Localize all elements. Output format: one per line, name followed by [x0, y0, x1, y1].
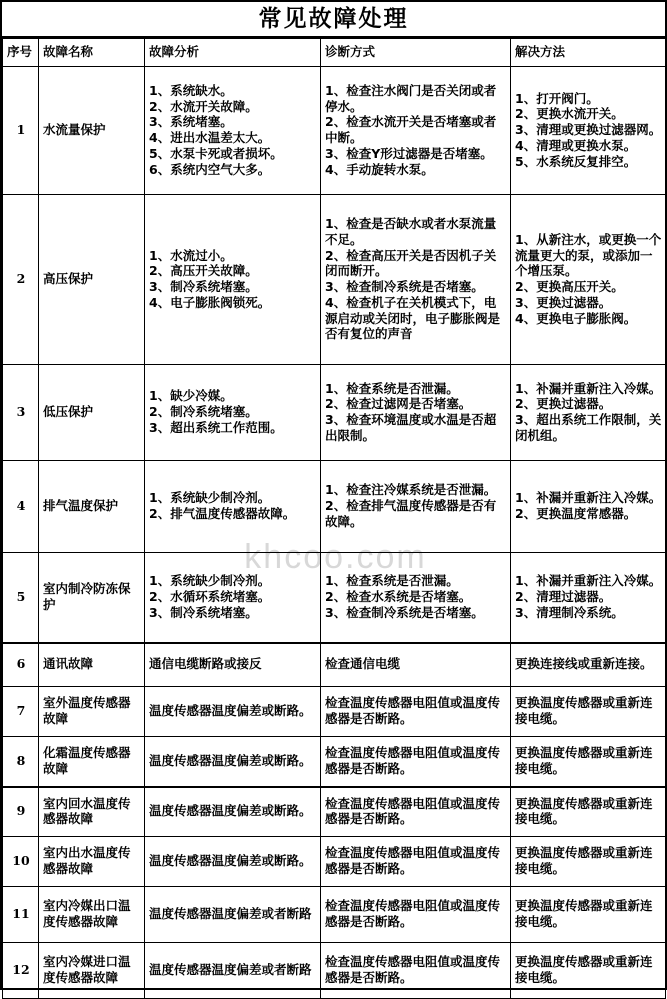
cell-diagnosis-method: 1、检查注冷媒系统是否泄漏。 2、检查排气温度传感器是否有故障。 [321, 461, 511, 553]
cell-solution-method: 1、补漏并重新注入冷媒。 2、清理过滤器。 3、清理制冷系统。 [511, 553, 666, 643]
cell-diagnosis-method: 检查温度传感器电阻值或温度传感器是否断路。 [321, 837, 511, 887]
cell-solution-method: 更换温度传感器或重新连接电缆。 [511, 943, 666, 999]
column-header-name: 故障名称 [39, 39, 145, 67]
cell-diagnosis-method: 检查温度传感器电阻值或温度传感器是否断路。 [321, 687, 511, 737]
table-row [3, 787, 666, 837]
cell-fault-name: 通讯故障 [39, 643, 145, 687]
cell-solution-method: 更换温度传感器或重新连接电缆。 [511, 687, 666, 737]
cell-fault-name: 室内出水温度传感器故障 [39, 837, 145, 887]
cell-solution-method: 更换温度传感器或重新连接电缆。 [511, 787, 666, 837]
table-row [3, 643, 666, 687]
cell-index: 1 [3, 67, 39, 195]
table-row [3, 887, 666, 943]
cell-fault-analysis: 温度传感器温度偏差或者断路 [145, 943, 321, 999]
table-row [3, 67, 666, 195]
cell-diagnosis-method: 检查温度传感器电阻值或温度传感器是否断路。 [321, 887, 511, 943]
cell-index: 5 [3, 553, 39, 643]
cell-diagnosis-method: 1、检查系统是否泄漏。 2、检查过滤网是否堵塞。 3、检查环境温度或水温是否超出限制。 [321, 365, 511, 461]
cell-index: 3 [3, 365, 39, 461]
cell-fault-analysis: 1、缺少冷媒。 2、制冷系统堵塞。 3、超出系统工作范围。 [145, 365, 321, 461]
table-header [3, 39, 666, 67]
cell-fault-analysis: 1、系统缺水。 2、水流开关故障。 3、系统堵塞。 4、进出水温差太大。 5、水泵卡死或者损坏。 6、系统内空气大多。 [145, 67, 321, 195]
cell-fault-analysis: 温度传感器温度偏差或断路。 [145, 737, 321, 787]
table-row [3, 553, 666, 643]
table-row [3, 195, 666, 365]
column-header-analysis: 故障分析 [145, 39, 321, 67]
cell-fault-analysis: 1、水流过小。 2、高压开关故障。 3、制冷系统堵塞。 4、电子膨胀阀锁死。 [145, 195, 321, 365]
cell-index: 10 [3, 837, 39, 887]
cell-diagnosis-method: 检查温度传感器电阻值或温度传感器是否断路。 [321, 943, 511, 999]
cell-diagnosis-method: 检查通信电缆 [321, 643, 511, 687]
cell-fault-analysis: 温度传感器温度偏差或断路。 [145, 687, 321, 737]
table-header-row [3, 39, 666, 67]
cell-index: 11 [3, 887, 39, 943]
cell-diagnosis-method: 检查温度传感器电阻值或温度传感器是否断路。 [321, 787, 511, 837]
table-row [3, 943, 666, 999]
cell-fault-name: 水流量保护 [39, 67, 145, 195]
table-body [3, 67, 666, 999]
cell-fault-analysis: 1、系统缺少制冷剂。 2、水循环系统堵塞。 3、制冷系统堵塞。 [145, 553, 321, 643]
cell-solution-method: 更换温度传感器或重新连接电缆。 [511, 887, 666, 943]
cell-solution-method: 1、从新注水，或更换一个流量更大的泵，或添加一个增压泵。 2、更换高压开关。 3、更换过滤器。 4、更换电子膨胀阀。 [511, 195, 666, 365]
cell-index: 2 [3, 195, 39, 365]
cell-fault-analysis: 温度传感器温度偏差或断路。 [145, 837, 321, 887]
cell-index: 6 [3, 643, 39, 687]
table-row [3, 737, 666, 787]
document-title-bar [2, 2, 665, 38]
cell-fault-analysis: 温度传感器温度偏差或者断路 [145, 887, 321, 943]
cell-index: 12 [3, 943, 39, 999]
cell-fault-name: 室内回水温度传感器故障 [39, 787, 145, 837]
cell-fault-name: 室内冷媒进口温度传感器故障 [39, 943, 145, 999]
cell-fault-name: 室内制冷防冻保护 [39, 553, 145, 643]
cell-solution-method: 1、打开阀门。 2、更换水流开关。 3、清理或更换过滤器网。 4、清理或更换水泵。 5、水系统反复排空。 [511, 67, 666, 195]
cell-fault-analysis: 1、系统缺少制冷剂。 2、排气温度传感器故障。 [145, 461, 321, 553]
table-row [3, 687, 666, 737]
cell-index: 8 [3, 737, 39, 787]
cell-diagnosis-method: 1、检查注水阀门是否关闭或者停水。 2、检查水流开关是否堵塞或者中断。 3、检查Y形过滤器是否堵塞。 4、手动旋转水泵。 [321, 67, 511, 195]
cell-solution-method: 更换温度传感器或重新连接电缆。 [511, 837, 666, 887]
cell-fault-name: 排气温度保护 [39, 461, 145, 553]
cell-fault-analysis: 通信电缆断路或接反 [145, 643, 321, 687]
column-header-index: 序号 [3, 39, 39, 67]
cell-diagnosis-method: 1、检查系统是否泄漏。 2、检查水系统是否堵塞。 3、检查制冷系统是否堵塞。 [321, 553, 511, 643]
cell-solution-method: 更换连接线或重新连接。 [511, 643, 666, 687]
cell-fault-analysis: 温度传感器温度偏差或断路。 [145, 787, 321, 837]
cell-fault-name: 室内冷媒出口温度传感器故障 [39, 887, 145, 943]
cell-fault-name: 化霜温度传感器故障 [39, 737, 145, 787]
column-header-solution: 解决方法 [511, 39, 666, 67]
fault-handling-table [2, 38, 666, 999]
cell-index: 9 [3, 787, 39, 837]
table-row [3, 365, 666, 461]
cell-fault-name: 高压保护 [39, 195, 145, 365]
column-header-diagnosis: 诊断方式 [321, 39, 511, 67]
cell-diagnosis-method: 检查温度传感器电阻值或温度传感器是否断路。 [321, 737, 511, 787]
cell-solution-method: 1、补漏并重新注入冷媒。 2、更换温度常感器。 [511, 461, 666, 553]
cell-index: 4 [3, 461, 39, 553]
watermark-khcoo: khcoo.com [244, 538, 427, 576]
cell-fault-name: 低压保护 [39, 365, 145, 461]
table-row [3, 461, 666, 553]
cell-solution-method: 1、补漏并重新注入冷媒。 2、更换过滤器。 3、超出系统工作限制，关闭机组。 [511, 365, 666, 461]
page-title: 常见故障处理 [258, 4, 409, 32]
cell-index: 7 [3, 687, 39, 737]
cell-solution-method: 更换温度传感器或重新连接电缆。 [511, 737, 666, 787]
cell-fault-name: 室外温度传感器故障 [39, 687, 145, 737]
cell-diagnosis-method: 1、检查是否缺水或者水泵流量不足。 2、检查高压开关是否因机子关闭而断开。 3、检查制冷系统是否堵塞。 4、检查机子在关机模式下，电源启动或关闭时，电子膨胀阀是否有复位的声音 [321, 195, 511, 365]
table-row [3, 837, 666, 887]
